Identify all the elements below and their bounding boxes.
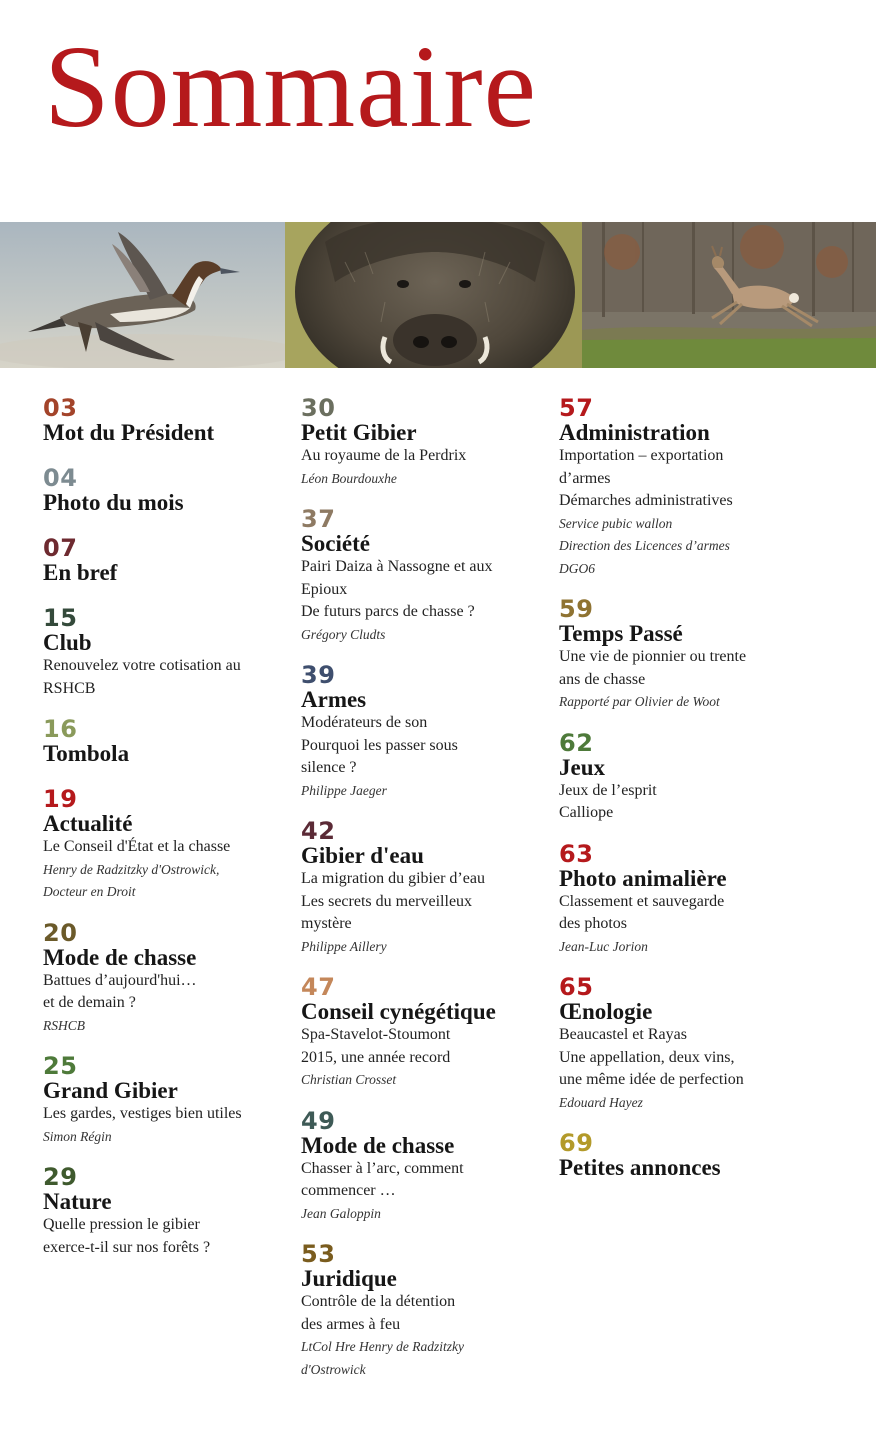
boar-photo <box>285 222 582 368</box>
article-line: Le Conseil d'État et la chasse <box>43 838 231 855</box>
page-number: 20 <box>43 918 78 947</box>
section-title: Juridique <box>301 1266 397 1291</box>
article-line: Pairi Daiza à Nassogne et aux <box>301 558 493 575</box>
page-title: Sommaire <box>44 21 538 152</box>
toc-entry[interactable] <box>43 396 293 445</box>
section-title: Gibier d'eau <box>301 843 424 868</box>
toc-entry[interactable] <box>559 975 799 1114</box>
article-line: mystère <box>301 915 352 932</box>
section-title: Petites annonces <box>559 1155 721 1180</box>
article-author: Edouard Hayez <box>559 1094 643 1110</box>
toc-column-1 <box>43 396 293 1259</box>
article-author: Philippe Aillery <box>301 938 387 954</box>
toc-entry[interactable] <box>301 507 551 646</box>
article-line: Une appellation, deux vins, <box>559 1048 735 1066</box>
toc-entry[interactable] <box>301 819 551 958</box>
article-line: ans de chasse <box>559 670 646 688</box>
toc-entry[interactable] <box>43 466 293 515</box>
article-line: Une vie de pionnier ou trente <box>559 648 747 665</box>
section-title: En bref <box>43 560 118 585</box>
article-line: Calliope <box>559 804 614 821</box>
page-number: 37 <box>301 505 336 533</box>
toc-entry[interactable] <box>43 606 293 700</box>
toc-entry[interactable] <box>43 787 293 904</box>
article-line: Battues d’aujourd'hui… <box>43 971 197 989</box>
article-line: Les secrets du merveilleux <box>301 892 473 910</box>
section-title: Mot du Président <box>43 420 215 445</box>
page-number: 49 <box>301 1106 336 1135</box>
page-number: 03 <box>43 394 78 422</box>
section-title: Nature <box>43 1189 112 1214</box>
article-line: silence ? <box>301 759 357 776</box>
page-number: 47 <box>301 973 336 1001</box>
article-author: Service pubic wallon <box>559 515 673 531</box>
article-line: De futurs parcs de chasse ? <box>301 603 475 620</box>
article-author: Philippe Jaeger <box>301 782 387 798</box>
article-line: commencer … <box>301 1182 396 1199</box>
toc-entry[interactable] <box>559 396 799 580</box>
page-number: 29 <box>43 1163 78 1191</box>
toc-entry[interactable] <box>43 918 293 1038</box>
article-line: Beaucastel et Rayas <box>559 1026 687 1043</box>
article-line: d’armes <box>559 469 611 487</box>
article-author: Léon Bourdouxhe <box>301 470 397 486</box>
article-line: exerce-t-il sur nos forêts ? <box>43 1238 211 1256</box>
article-line: La migration du gibier d’eau <box>301 870 485 887</box>
section-title: Armes <box>301 687 367 712</box>
article-line: et de demain ? <box>43 994 136 1011</box>
section-title: Photo animalière <box>559 865 727 891</box>
article-line: des armes à feu <box>301 1315 401 1333</box>
section-title: Conseil cynégétique <box>301 999 496 1024</box>
article-author: d'Ostrowick <box>301 1361 366 1377</box>
page-number: 42 <box>301 817 336 845</box>
article-author: Henry de Radzitzky d'Ostrowick, <box>43 861 220 877</box>
article-author: Jean-Luc Jorion <box>559 938 648 954</box>
toc-entry[interactable] <box>43 536 293 585</box>
page-number: 07 <box>43 534 78 562</box>
section-title: Administration <box>559 420 710 445</box>
section-title: Mode de chasse <box>301 1132 455 1158</box>
page-number: 04 <box>43 464 78 492</box>
article-author: RSHCB <box>43 1017 85 1033</box>
toc-entry[interactable] <box>559 1131 799 1180</box>
section-title: Société <box>301 531 370 556</box>
toc-entry[interactable] <box>301 396 551 490</box>
page-number: 59 <box>559 595 594 623</box>
page-number: 30 <box>301 394 336 422</box>
toc-entry[interactable] <box>301 663 551 802</box>
toc-column-3 <box>559 396 799 1180</box>
section-title: Actualité <box>43 811 133 836</box>
article-line: Au royaume de la Perdrix <box>301 447 467 464</box>
article-line: Spa-Stavelot-Stoumont <box>301 1026 451 1043</box>
article-line: des photos <box>559 915 627 932</box>
article-author: Simon Régin <box>43 1128 112 1144</box>
article-line: Démarches administratives <box>559 492 733 509</box>
section-title: Mode de chasse <box>43 944 197 970</box>
article-author: Christian Crosset <box>301 1072 397 1087</box>
section-title: Temps Passé <box>559 621 683 646</box>
section-title: Club <box>43 630 92 655</box>
page-number: 16 <box>43 715 78 743</box>
page-number: 15 <box>43 604 78 632</box>
article-line: Pourquoi les passer sous <box>301 736 458 754</box>
section-title: Œnologie <box>559 999 653 1024</box>
page-number: 57 <box>559 394 594 422</box>
article-line: Contrôle de la détention <box>301 1293 456 1310</box>
toc-entry[interactable] <box>43 1165 293 1259</box>
article-line: Epioux <box>301 580 348 598</box>
roe-deer-photo <box>582 222 876 368</box>
toc-entry[interactable] <box>301 1106 551 1226</box>
page-number: 25 <box>43 1052 78 1080</box>
article-author: Jean Galoppin <box>301 1205 381 1221</box>
article-line: RSHCB <box>43 679 96 697</box>
toc-entry[interactable] <box>301 1242 551 1381</box>
toc-entry[interactable] <box>559 839 799 959</box>
article-author: Grégory Cludts <box>301 626 386 642</box>
section-title: Grand Gibier <box>43 1078 178 1103</box>
section-title: Jeux <box>559 754 605 780</box>
article-line: une même idée de perfection <box>559 1071 744 1088</box>
article-author: Rapporté par Olivier de Woot <box>559 694 720 709</box>
toc-column-2 <box>301 396 551 1381</box>
page-number: 63 <box>559 839 594 868</box>
toc-entry[interactable] <box>559 597 799 714</box>
article-line: Les gardes, vestiges bien utiles <box>43 1105 242 1122</box>
section-title: Tombola <box>43 741 130 766</box>
page-number: 62 <box>559 728 594 757</box>
section-title: Photo du mois <box>43 490 184 515</box>
toc-entry[interactable] <box>559 728 799 825</box>
article-author: LtCol Hre Henry de Radzitzky <box>301 1339 464 1354</box>
article-author: Direction des Licences d’armes <box>559 538 730 553</box>
article-author: Docteur en Droit <box>43 884 136 899</box>
article-author: DGO6 <box>559 560 595 576</box>
toc-entry[interactable] <box>43 717 293 766</box>
article-line: Renouvelez votre cotisation au <box>43 657 241 674</box>
article-line: Importation – exportation <box>559 447 724 464</box>
article-line: Classement et sauvegarde <box>559 892 725 910</box>
article-line: 2015, une année record <box>301 1048 451 1066</box>
section-title: Petit Gibier <box>301 420 417 445</box>
article-line: Chasser à l’arc, comment <box>301 1159 464 1177</box>
article-line: Jeux de l’esprit <box>559 781 657 799</box>
duck-photo <box>0 222 285 368</box>
toc-entry[interactable] <box>301 975 551 1092</box>
page-number: 39 <box>301 661 336 689</box>
page-number: 19 <box>43 785 78 813</box>
photo-banner <box>0 222 876 368</box>
article-line: Quelle pression le gibier <box>43 1216 200 1233</box>
page-number: 53 <box>301 1240 336 1268</box>
page-number: 69 <box>559 1129 594 1157</box>
toc-entry[interactable] <box>43 1054 293 1148</box>
page-number: 65 <box>559 973 594 1001</box>
article-line: Modérateurs de son <box>301 714 428 731</box>
